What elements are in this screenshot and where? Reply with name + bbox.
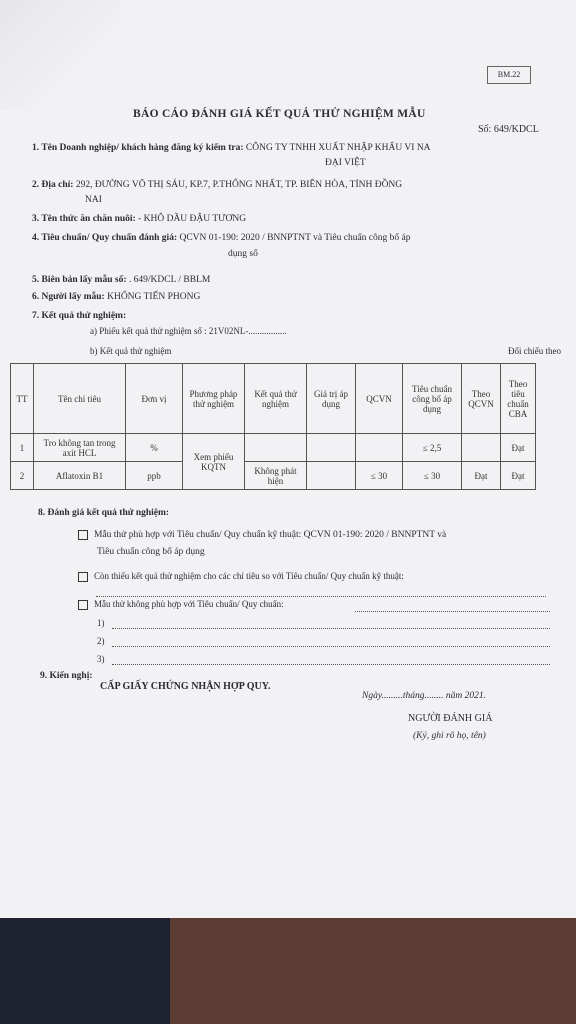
checkbox-missing[interactable]: [78, 572, 88, 582]
cell-theo-cba: Đạt: [501, 462, 536, 490]
item-1-label: 1): [97, 618, 105, 628]
section-9-title: 9. Kiến nghị:: [40, 671, 93, 681]
field-2-value-line2: NAI: [85, 195, 102, 205]
table-compare-header: Đối chiếu theo: [508, 346, 561, 356]
field-6-value: KHỔNG TIẾN PHONG: [107, 292, 201, 302]
option-conforms-label: Mẫu thử phù hợp với Tiêu chuẩn/ Quy chuẩn kỹ thuật: QCVN 01-190: 2020 / BNNPTNT và: [94, 530, 447, 541]
field-7-label: 7. Kết quả thử nghiệm:: [32, 311, 127, 321]
option-nonconform: [78, 599, 284, 610]
cell-result: [245, 434, 307, 462]
field-3-label: 3. Tên thức ăn chăn nuôi:: [32, 214, 136, 224]
field-1: [32, 143, 431, 153]
signature-date: Ngày.........tháng........ năm 2021.: [362, 691, 487, 701]
checkbox-conforms[interactable]: [78, 530, 88, 540]
option-conforms: [78, 530, 446, 540]
cell-theo-cba: Đạt: [501, 434, 536, 462]
item-2-label: 2): [97, 636, 105, 646]
field-6: [32, 292, 200, 302]
blank-line: [112, 664, 550, 665]
col-header-tt: TT: [11, 364, 34, 434]
field-6-label: 6. Người lấy mẫu:: [32, 292, 105, 302]
cell-unit: ppb: [126, 462, 183, 490]
cell-theo-qcvn: Đạt: [462, 462, 501, 490]
field-7: [32, 311, 126, 321]
table-row: [11, 434, 536, 462]
col-header-theo-qcvn: Theo QCVN: [462, 364, 501, 434]
field-4-value: QCVN 01-190: 2020 / BNNPTNT và Tiêu chuẩn công bố áp: [179, 233, 411, 243]
cell-method: Xem phiếu KQTN: [183, 434, 245, 490]
field-7b: b) Kết quả thử nghiệm: [90, 346, 172, 356]
cell-name: Tro không tan trong axit HCL: [34, 434, 126, 462]
col-header-theo-cba: Theo tiêu chuẩn CBA: [501, 364, 536, 434]
field-1-label: 1. Tên Doanh nghiệp/ khách hàng đăng ký kiểm tra:: [32, 143, 244, 153]
field-5-value: . 649/KDCL / BBLM: [128, 275, 211, 285]
cell-tccb: ≤ 30: [403, 462, 462, 490]
field-5-label: 5. Biên bản lấy mẫu số:: [32, 275, 127, 285]
blank-line: [112, 646, 550, 647]
section-9-label: [40, 671, 93, 681]
table-row: [11, 462, 536, 490]
section-8-label: [38, 508, 169, 518]
signature-note: (Ký, ghi rõ họ, tên): [413, 731, 486, 741]
field-5: [32, 275, 210, 285]
checkbox-nonconform[interactable]: [78, 600, 88, 610]
col-header-result: Kết quả thử nghiệm: [245, 364, 307, 434]
signature-role: NGƯỜI ĐÁNH GIÁ: [408, 713, 493, 724]
field-1-value: CÔNG TY TNHH XUẤT NHẬP KHẨU VI NA: [245, 143, 431, 153]
field-2: [32, 180, 402, 190]
results-table: [10, 363, 536, 490]
option-nonconform-label: Mẫu thử không phù hợp với Tiêu chuẩn/ Quy chuẩn:: [94, 599, 284, 609]
field-2-label: 2. Địa chỉ:: [32, 180, 74, 190]
blank-line: [112, 628, 550, 629]
field-3-value: - KHÔ DẦU ĐẬU TƯƠNG: [138, 214, 247, 224]
field-4: [32, 233, 410, 243]
field-3: [32, 214, 246, 224]
cell-unit: %: [126, 434, 183, 462]
item-3-label: 3): [97, 654, 105, 664]
col-header-tccb: Tiêu chuẩn công bố áp dụng: [403, 364, 462, 434]
field-4-value-line2: dụng số: [228, 249, 258, 259]
field-1-value-line2: ĐẠI VIỆT: [325, 158, 366, 168]
cell-tt: 1: [11, 434, 34, 462]
paper-fold: [0, 0, 120, 110]
cell-tccb: ≤ 2,5: [403, 434, 462, 462]
table-header-row: [11, 364, 536, 434]
col-header-qcvn: QCVN: [356, 364, 403, 434]
field-2-value: 292, ĐƯỜNG VÕ THỊ SÁU, KP.7, P.THỐNG NHẤT, TP. BIÊN HÒA, TỈNH ĐỒNG: [75, 180, 403, 190]
col-header-unit: Đơn vị: [126, 364, 183, 434]
cell-applied: [307, 462, 356, 490]
form-code-box: BM.22: [487, 66, 531, 84]
background-lap-shadow: [170, 915, 576, 1024]
document-title: BÁO CÁO ĐÁNH GIÁ KẾT QUẢ THỬ NGHIỆM MẪU: [133, 108, 426, 120]
document-number: Số: 649/KDCL: [478, 124, 539, 135]
cell-qcvn: [356, 434, 403, 462]
section-8-title: 8. Đánh giá kết quả thử nghiệm:: [38, 508, 170, 518]
cell-theo-qcvn: [462, 434, 501, 462]
cell-name: Aflatoxin B1: [34, 462, 126, 490]
cell-qcvn: ≤ 30: [356, 462, 403, 490]
option-missing: [78, 571, 404, 582]
recommendation-text: CẤP GIẤY CHỨNG NHẬN HỢP QUY.: [100, 681, 271, 692]
option-conforms-line2: Tiêu chuẩn công bố áp dụng: [97, 547, 205, 557]
cell-result: Không phát hiện: [245, 462, 307, 490]
blank-line: [96, 596, 546, 597]
field-4-label: 4. Tiêu chuẩn/ Quy chuẩn đánh giá:: [32, 233, 178, 243]
blank-line: [355, 611, 550, 612]
option-missing-label: Còn thiếu kết quả thử nghiệm cho các chỉ tiêu so với Tiêu chuẩn/ Quy chuẩn kỹ thuật:: [94, 571, 404, 581]
col-header-applied: Giá trị áp dụng: [307, 364, 356, 434]
cell-applied: [307, 434, 356, 462]
col-header-method: Phương pháp thử nghiệm: [183, 364, 245, 434]
col-header-name: Tên chỉ tiêu: [34, 364, 126, 434]
cell-tt: 2: [11, 462, 34, 490]
field-7a: a) Phiếu kết quả thử nghiệm số : 21V02NL-.................: [90, 326, 287, 336]
